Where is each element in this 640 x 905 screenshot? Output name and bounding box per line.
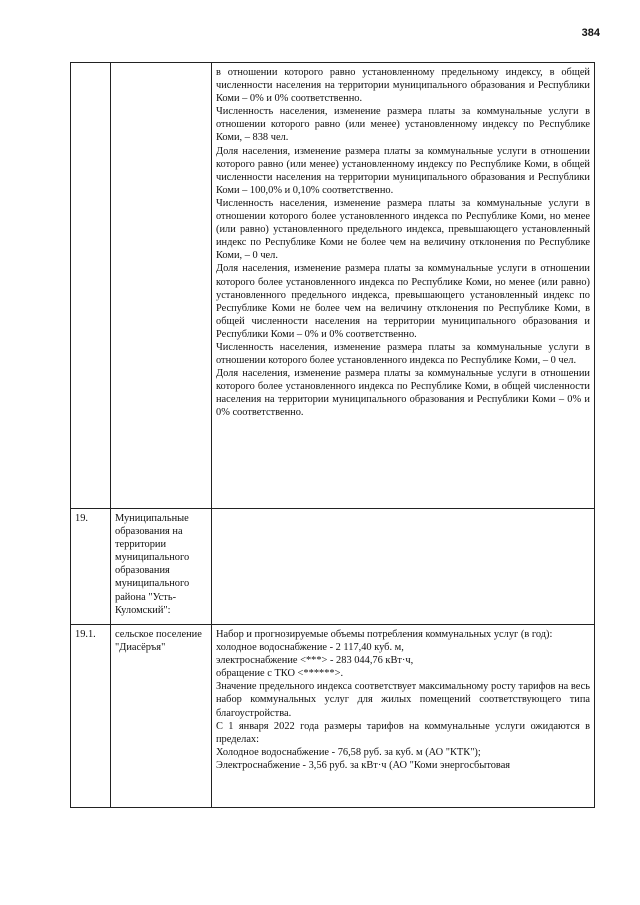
row-description-cell [212,509,595,625]
row-description-cell [212,625,595,808]
table-row [71,63,595,509]
row-name-cell: Муниципальные образования на территории муниципального образования муниципального района "Усть-Куломский": [111,509,212,625]
paragraph: холодное водоснабжение - 2 117,40 куб. м, [216,642,404,654]
tariff-table [70,62,595,808]
paragraph: Численность населения, изменение размера платы за коммунальные услуги в отношении которого более установленного индекса по Республике Коми, – 0 чел. [216,341,590,367]
page-number: 384 [581,27,600,39]
paragraph: Значение предельного индекса соответствует максимальному росту тарифов на весь набор коммунальных услуг для жилых помещений соответствующего типа благоустройства. [216,681,590,719]
paragraph: Численность населения, изменение размера платы за коммунальные услуги в отношении которого более установленного индекса по Республике Коми, но менее (или равно) установленного предельного индекса, превышающего установленный индекс по Республике Коми не более чем на величину отклонения по Республике Коми, – 0 чел. [216,197,590,262]
table-row [71,625,595,808]
paragraph: в отношении которого равно установленному предельному индексу, в общей численности населения на территории муниципального образования и Республики Коми – 0% и 0% соответственно. [216,67,590,105]
table-row [71,509,595,625]
paragraph: Доля населения, изменение размера платы за коммунальные услуги в отношении которого более установленного индекса по Республике Коми, но менее (или равно) установленного предельного индекса, превышающего установленный индекс по Республике Коми не более чем на величину отклонения по Республике Коми, в общей численности населения на территории муниципального образования и Республики Коми – 0% и 0% соответственно. [216,263,590,340]
row-number-cell [71,63,111,509]
paragraph: Доля населения, изменение размера платы за коммунальные услуги в отношении которого более установленного индекса по Республике Коми, в общей численности населения на территории муниципального образования и Республики Коми – 0% и 0% соответственно. [216,368,590,419]
paragraph: Численность населения, изменение размера платы за коммунальные услуги в отношении которого равно (или менее) установленному индексу по Республике Коми, – 838 чел. [216,106,590,144]
paragraph: Холодное водоснабжение - 76,58 руб. за куб. м (АО "КТК"); [216,746,481,758]
paragraph: Набор и прогнозируемые объемы потребления коммунальных услуг (в год): [216,629,553,640]
paragraph: Доля населения, изменение размера платы за коммунальные услуги в отношении которого равно (или менее) установленному индексу по Республике Коми, в общей численности населения на территории муниципального образования и Республики Коми – 100,0% и 0,10% соответственно. [216,145,590,196]
row-number-cell: 19. [71,509,111,625]
paragraph: электроснабжение <***> - 283 044,76 кВт·ч, [216,655,414,667]
paragraph: обращение с ТКО <******>. [216,668,344,680]
paragraph: Электроснабжение - 3,56 руб. за кВт·ч (АО "Коми энергосбытовая [216,759,511,771]
row-name-cell [111,63,212,509]
row-description-cell [212,63,595,509]
row-number-cell: 19.1. [71,625,111,808]
paragraph: С 1 января 2022 года размеры тарифов на коммунальные услуги ожидаются в пределах: [216,720,590,745]
row-name-cell: сельское поселение "Диасёръя" [111,625,212,808]
